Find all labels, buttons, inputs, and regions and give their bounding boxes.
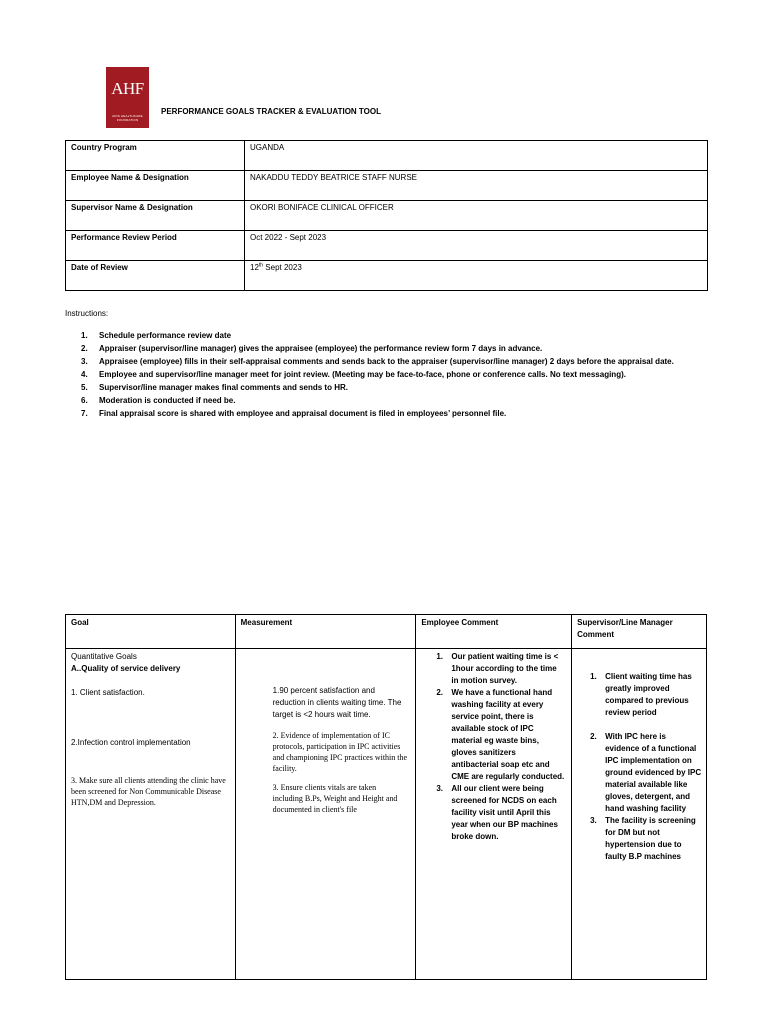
list-item: 3. All our client were being screened for NCDS on each facility visit until April this year when our BP machines broke down. <box>436 784 558 841</box>
table-row <box>66 261 708 291</box>
date-label: Date of Review <box>66 261 245 291</box>
measurement-cell <box>235 649 416 980</box>
list-item: 4. Employee and supervisor/line manager meet for joint review. (Meeting may be face-to-face, phone or conference calls. No text messaging). <box>81 370 626 379</box>
goal-header: Goal <box>66 615 236 649</box>
supervisor-value: OKORI BONIFACE CLINICAL OFFICER <box>245 201 708 231</box>
employee-comment-header: Employee Comment <box>416 615 572 649</box>
list-item: 2. With IPC here is evidence of a functional IPC implementation on ground evidenced by IPC material available like gloves, detergent, and hand washing facility <box>590 732 702 813</box>
employee-comment-cell <box>416 649 572 980</box>
country-value: UGANDA <box>245 141 708 171</box>
supervisor-comment-list <box>588 671 702 863</box>
period-label: Performance Review Period <box>66 231 245 261</box>
goal-item: 2.Infection control implementation <box>71 738 191 747</box>
list-item: 1. Schedule performance review date <box>81 331 232 340</box>
employee-value: NAKADDU TEDDY BEATRICE STAFF NURSE <box>245 171 708 201</box>
table-row <box>66 231 708 261</box>
instructions-title: Instructions: <box>65 309 109 318</box>
date-value: 12th Sept 2023 <box>245 261 708 291</box>
instructions-list <box>81 329 711 420</box>
table-header-row <box>66 615 707 649</box>
measurement-header: Measurement <box>235 615 416 649</box>
employee-info-table <box>65 140 708 291</box>
measurement-item: 1.90 percent satisfaction and reduction in clients waiting time. The target is <2 hours wait time. <box>272 686 402 719</box>
list-item: 2. We have a functional hand washing facility at every service point, there is available stock of IPC material eg waste bins, gloves sanitizers antibacterial soap etc and CME are regularly conducted. <box>436 688 565 781</box>
goal-cell <box>66 649 236 980</box>
list-item: 3. Appraisee (employee) fills in their self-appraisal comments and sends back to the appraiser (supervisor/line manager) 2 days before the appraisal date. <box>81 357 674 366</box>
supervisor-comment-cell <box>572 649 707 980</box>
table-row <box>66 201 708 231</box>
goals-table <box>65 614 707 980</box>
table-row <box>66 141 708 171</box>
period-value: Oct 2022 - Sept 2023 <box>245 231 708 261</box>
supervisor-label: Supervisor Name & Designation <box>66 201 245 231</box>
country-label: Country Program <box>66 141 245 171</box>
logo-text: AHF <box>111 79 144 98</box>
employee-comment-list <box>434 651 565 843</box>
list-item: 1. Client waiting time has greatly improved compared to previous review period <box>590 672 692 717</box>
list-item: 2. Appraiser (supervisor/line manager) gives the appraisee (employee) the performance review form 7 days in advance. <box>81 344 543 353</box>
quantitative-goals-heading: Quantitative Goals <box>71 652 137 661</box>
ahf-logo <box>106 67 149 128</box>
table-row <box>66 171 708 201</box>
list-item: 7. Final appraisal score is shared with employee and appraisal document is filed in employees’ personnel file. <box>81 409 507 418</box>
logo-subtext: AIDS HEALTHCARE FOUNDATION <box>112 114 143 122</box>
employee-label: Employee Name & Designation <box>66 171 245 201</box>
goal-item: 1. Client satisfaction. <box>71 688 145 697</box>
table-row <box>66 649 707 980</box>
supervisor-comment-header: Supervisor/Line Manager Comment <box>572 615 707 649</box>
list-item: 6. Moderation is conducted if need be. <box>81 396 236 405</box>
quality-subheading: A..Quality of service delivery <box>71 664 181 673</box>
measurement-item: 2. Evidence of implementation of IC protocols, participation in IPC activities and championing IPC practices within the facility. <box>272 731 408 773</box>
list-item: 5. Supervisor/line manager makes final comments and sends to HR. <box>81 383 348 392</box>
list-item: 3. The facility is screening for DM but not hypertension due to faulty B.P machines <box>590 816 696 861</box>
list-item: 1. Our patient waiting time is < 1hour according to the time in motion survey. <box>436 652 559 685</box>
document-title: PERFORMANCE GOALS TRACKER & EVALUATION TOOL <box>161 107 381 116</box>
measurement-item: 3. Ensure clients vitals are taken including B.Ps, Weight and Height and documented in client's file <box>272 783 398 814</box>
goal-item: 3. Make sure all clients attending the clinic have been screened for Non Communicable Disease HTN,DM and Depression. <box>71 776 226 807</box>
